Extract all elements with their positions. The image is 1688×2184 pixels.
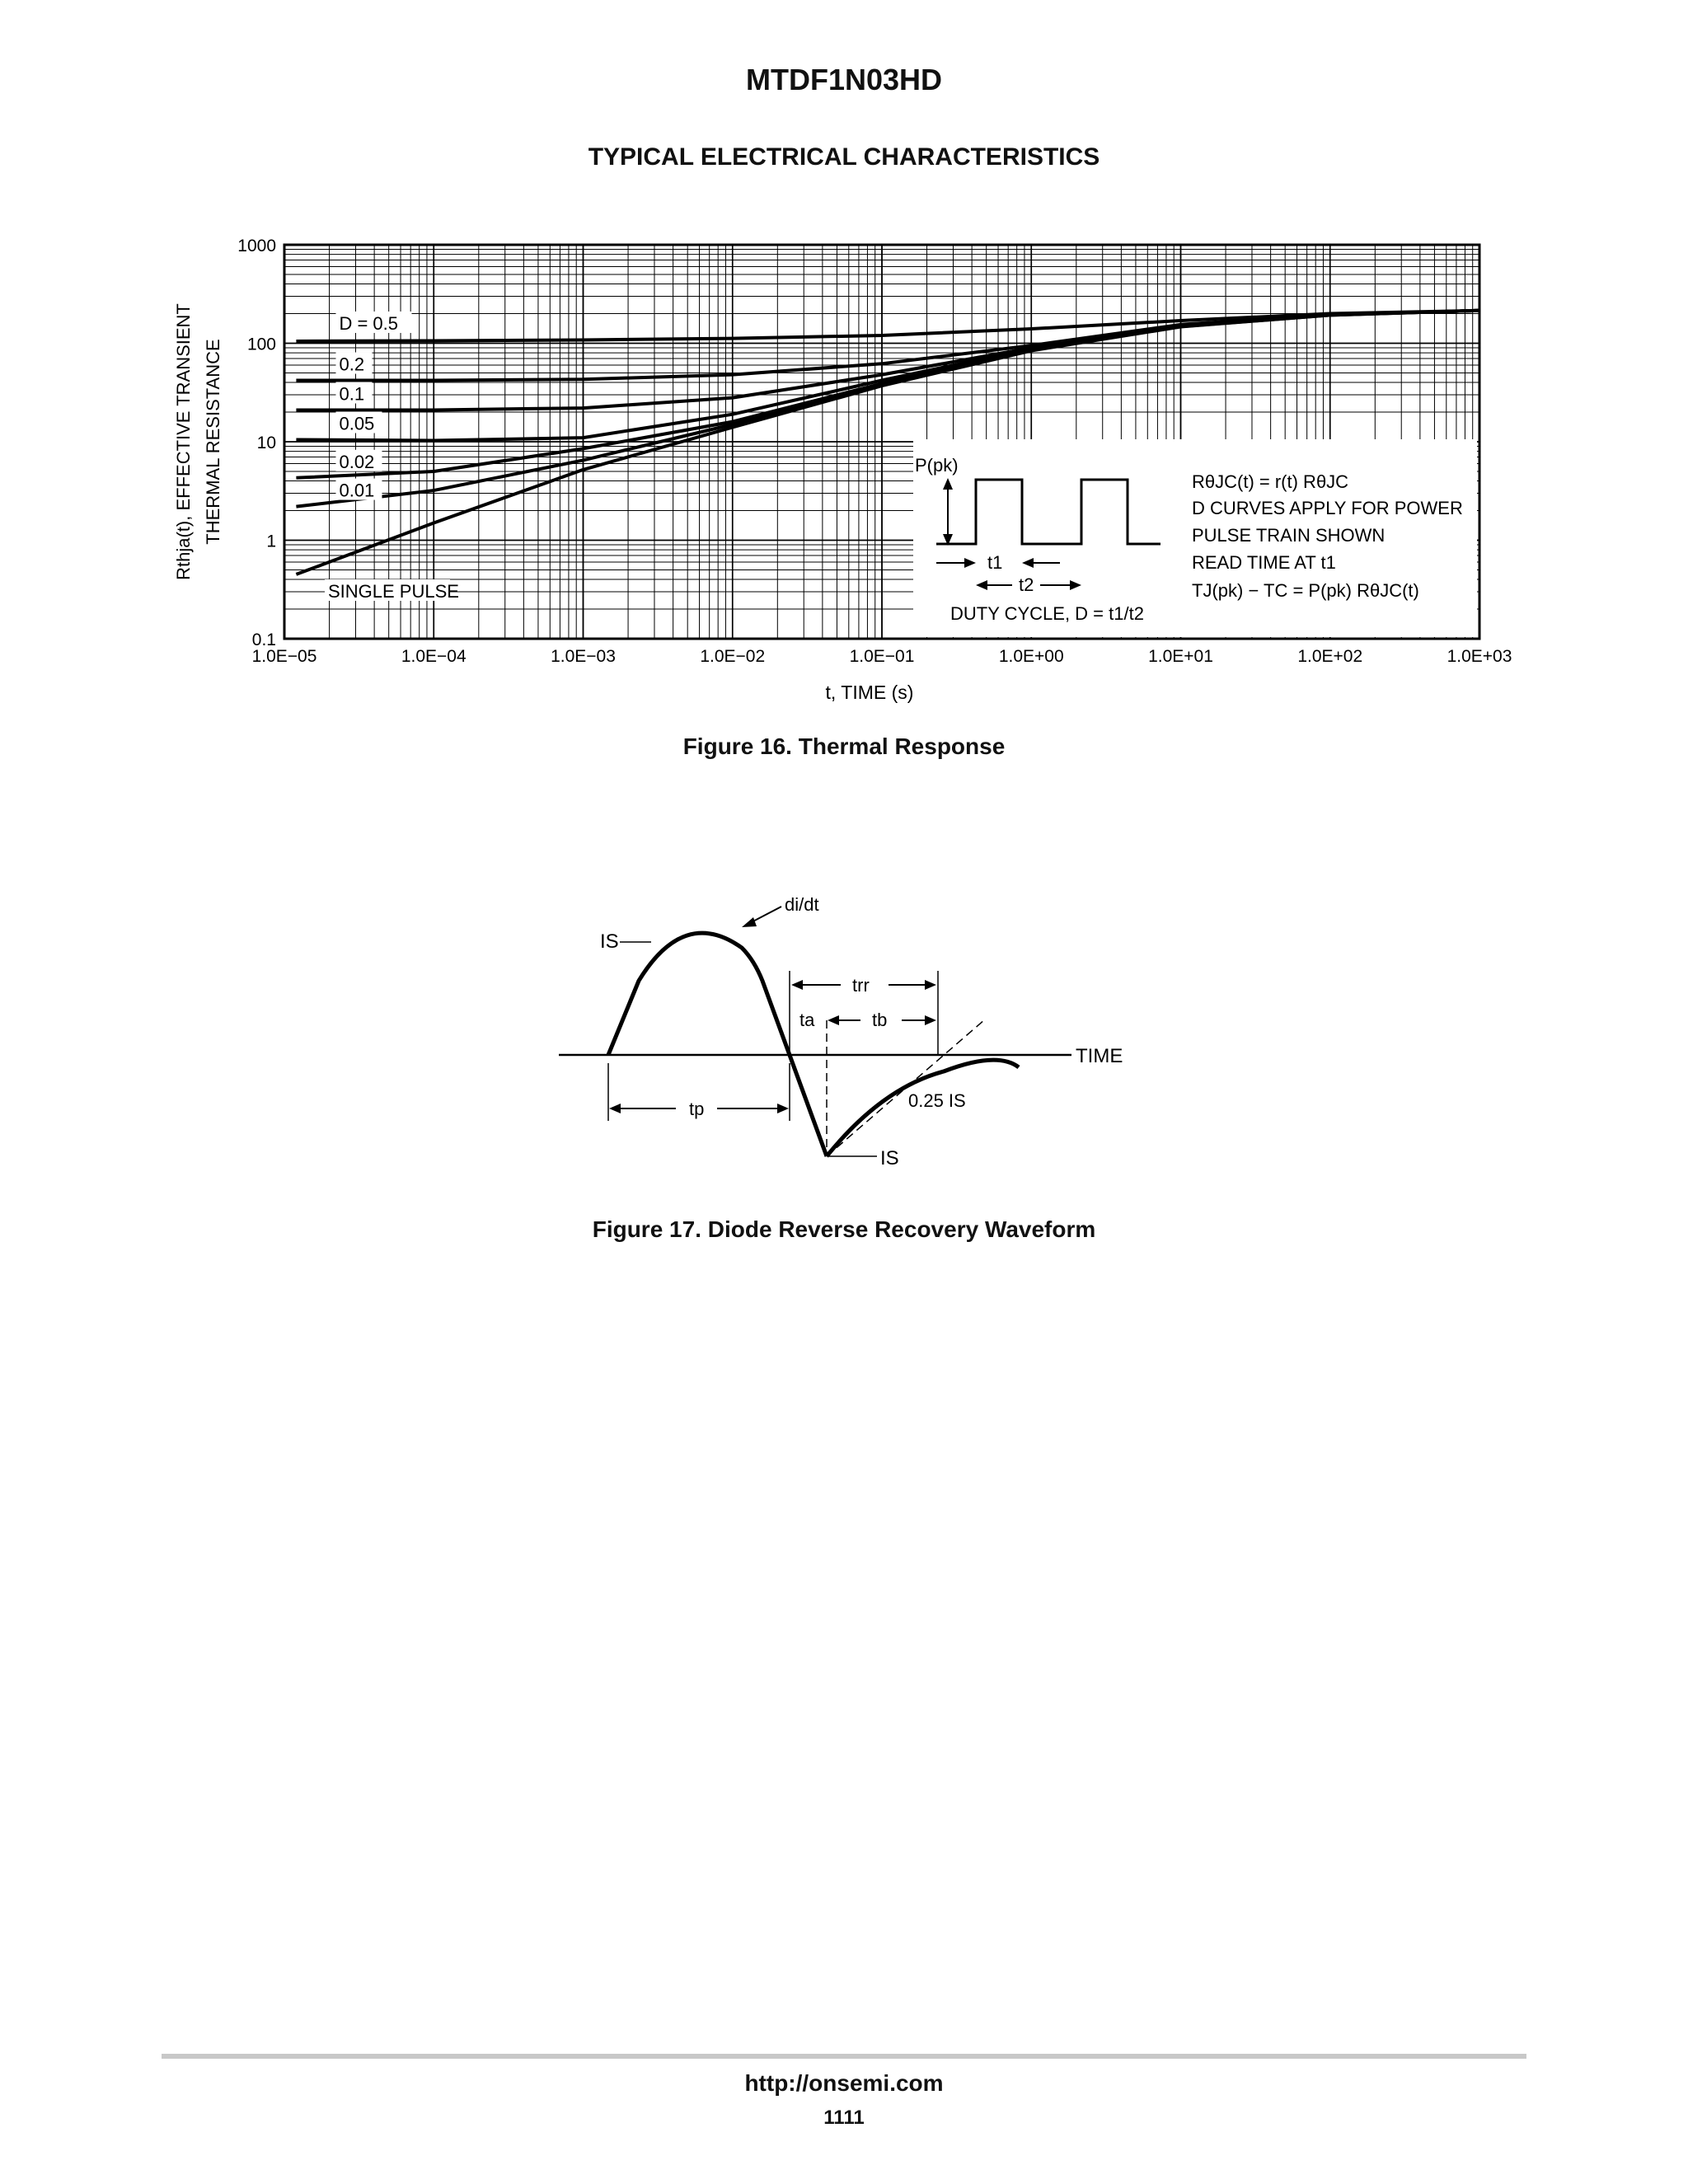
series-label: 0.2	[339, 354, 365, 375]
didt-label: di/dt	[785, 894, 819, 915]
forward-current-curve	[608, 933, 827, 1156]
x-tick-label: 1.0E−01	[849, 647, 915, 666]
y-tick-label: 1000	[237, 237, 276, 255]
is-reverse-label: IS	[880, 1147, 899, 1169]
x-axis-label: t, TIME (s)	[825, 682, 914, 703]
series-label: 0.05	[339, 413, 375, 434]
figure-17-caption: Figure 17. Diode Reverse Recovery Waveform	[592, 1216, 1096, 1242]
series-label: 0.01	[339, 480, 375, 501]
x-tick-label: 1.0E+01	[1148, 647, 1213, 666]
footer-url[interactable]: http://onsemi.com	[744, 2070, 944, 2096]
series-label: 0.1	[339, 383, 365, 405]
y-axis-label-line1: Rthja(t), EFFECTIVE TRANSIENT	[173, 303, 194, 580]
x-tick-label: 1.0E−03	[551, 647, 616, 666]
is-peak-label: IS	[600, 930, 619, 953]
tp-label: tp	[689, 1099, 705, 1119]
inset-t1-label: t1	[987, 552, 1003, 573]
time-axis-label: TIME	[1076, 1045, 1123, 1067]
footer-divider	[162, 2054, 1526, 2059]
inset-note-4: READ TIME AT t1	[1192, 552, 1336, 573]
series-label: 0.02	[339, 451, 375, 472]
page-number: 1111	[823, 2107, 865, 2129]
inset-note-3: PULSE TRAIN SHOWN	[1192, 525, 1386, 546]
inset-note-2: D CURVES APPLY FOR POWER	[1192, 498, 1463, 518]
x-tick-label: 1.0E−02	[700, 647, 766, 666]
y-axis-label-line2: THERMAL RESISTANCE	[203, 339, 223, 545]
y-tick-label: 1	[266, 532, 276, 551]
inset-duty-cycle: DUTY CYCLE, D = t1/t2	[950, 603, 1144, 624]
inset-p-label: P(pk)	[915, 455, 959, 476]
x-tick-label: 1.0E+03	[1447, 647, 1512, 666]
figure-16-caption: Figure 16. Thermal Response	[682, 733, 1006, 759]
series-label: D = 0.5	[339, 312, 399, 334]
y-tick-label: 0.1	[251, 630, 276, 649]
y-tick-label: 100	[246, 335, 276, 354]
x-tick-label: 1.0E−05	[251, 647, 317, 666]
part-number: MTDF1N03HD	[745, 63, 943, 96]
inset-note-5: TJ(pk) − TC = P(pk) RθJC(t)	[1192, 580, 1419, 601]
trr-label: trr	[852, 975, 870, 996]
x-tick-label: 1.0E+02	[1297, 647, 1363, 666]
x-tick-label: 1.0E+00	[998, 647, 1064, 666]
ta-label: ta	[799, 1010, 815, 1030]
inset-t2-label: t2	[1019, 574, 1034, 595]
quarter-is-label: 0.25 IS	[908, 1090, 966, 1111]
y-tick-label: 10	[256, 434, 276, 452]
series-label: SINGLE PULSE	[328, 581, 459, 602]
x-tick-label: 1.0E−04	[401, 647, 467, 666]
inset-note-1: RθJC(t) = r(t) RθJC	[1192, 471, 1349, 492]
tb-label: tb	[872, 1010, 888, 1030]
section-title: TYPICAL ELECTRICAL CHARACTERISTICS	[588, 143, 1100, 171]
